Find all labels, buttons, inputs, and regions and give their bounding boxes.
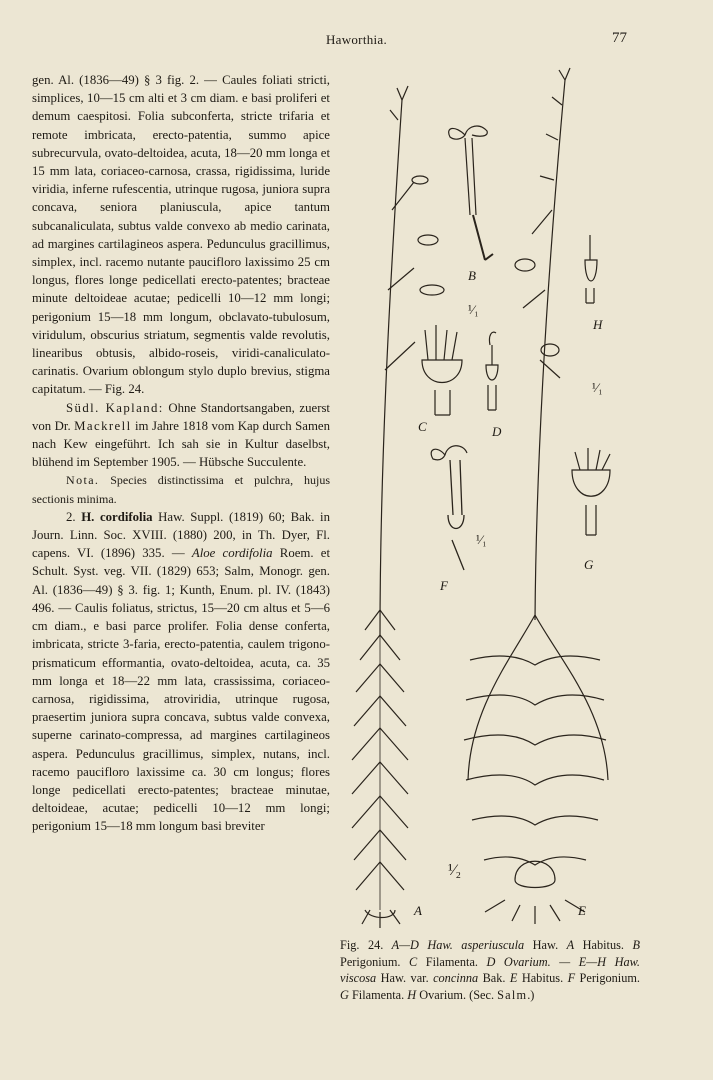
distribution-text-end: im Jahre 1818 vom Kap durch Samen nach Kew eingeführt. Ich sah sie in Kultur daselbst, blühend im September 1905. — Hübsche Succulente. [32,418,330,470]
caption-taxon-1: Haw. asperiuscula [427,938,525,952]
species-description: Roem. et Schult. Syst. veg. VII. (1829) 653; Salm, Monogr. gen. Al. (1836—49) § 3. fig. 1; Kunth, Enum. pl. IV. (1843) 496. — Caulis foliatus, strictus, 15—20 cm altus et 5—6 cm diam., e basi parce prolifer. Folia dense conferta, imbricata, stricte 3-faria, erecto-patentia, caulem trigono-prismaticum efformantia, ovato-deltoidea, acuta, ca. 35 mm longa et 18—22 mm lata, crassissima, coriaceo-carnosa, rigidissima, atroviridia, utrinque rugosa, praesertim juniora supra concava, subtus valde convexa, superne carinato-compressa, ad margines cartilagineos aspera. Pedunculus gracillimus, simplex, nutans, incl. racemo paucifloro laxissime ca. 30 cm longus; flores longe pedicellati erecto-patentes; bracteae minutae, deltoideae, acutae; pedicelli 10—12 mm longi; perigonium 15—18 mm longum basi breviter [32,546,330,834]
note-label: Nota. [66,473,100,488]
caption-part: Habitus. [517,971,568,985]
caption-part: A—D [383,938,428,952]
caption-part: Filamenta. [348,987,408,1002]
caption-part: H [407,987,417,1002]
caption-part: F [567,971,576,985]
caption-fig-number: Fig. 24. [340,938,384,952]
caption-part: Bak. [478,971,510,985]
paragraph-note [32,471,330,507]
person-name: Mackrell [74,418,132,433]
rosette-a [352,610,408,928]
rosette-e [464,615,608,924]
detail-h-ovary [585,235,597,303]
caption-part: Haw. [524,938,567,952]
caption-part: B [632,938,640,952]
paragraph-species-2 [32,508,330,836]
species-number: 2. [66,509,82,524]
caption-variety: concinna [433,971,479,985]
caption-part: D [486,954,496,969]
detail-f-perigonium [431,446,467,570]
caption-part: Habitus. [574,938,633,952]
species-citation: Haw. Suppl. (1819) 60; Bak. in Journ. Linn. Soc. XVIII. (1880) 200, in Th. Dyer, Fl. capens. VI. (1896) 335. — [32,509,330,561]
detail-b-flower [449,126,493,260]
caption-part: Ovarium. (Sec. [416,987,498,1002]
caption-part: C [409,954,418,969]
detail-g-filaments [572,448,610,535]
label-c: C [418,419,427,434]
scale-f: ¹⁄₁ [476,532,487,547]
stem-a [380,100,402,635]
caption-part: Perigonium. [340,954,409,969]
label-d: D [492,424,502,439]
label-h: H [593,317,603,332]
synonym-name: Aloe cordifolia [191,546,273,561]
caption-part: Haw. var. [376,971,434,985]
figure-caption [340,937,640,1003]
caption-part: G [340,987,349,1002]
label-g: G [584,557,594,572]
running-header: Haworthia. [325,32,388,47]
label-b: B [468,268,476,283]
label-f: F [440,578,448,593]
caption-part: E [509,971,518,985]
plant-illustration [340,60,710,940]
detail-c-filaments [422,325,462,415]
label-a: A [414,903,422,918]
distribution-text: Ohne Standortsangaben, zuerst von Dr. [32,400,330,433]
region-label: Südl. Kapland: [66,400,164,415]
label-e: E [578,903,586,918]
stem-e [535,80,565,620]
caption-author: Salm [497,987,528,1002]
genus-abbrev: H. [81,509,95,524]
botanical-figure [340,60,710,940]
scale-half: ¹⁄₂ [448,862,462,879]
detail-d-ovary [486,332,498,410]
caption-taxon-2: Haw. viscosa [340,954,640,985]
scale-h: ¹⁄₁ [592,380,603,395]
caption-part: A [566,938,575,952]
page-number: 77 [612,30,627,46]
body-text-column [32,71,330,836]
paragraph-distribution [32,399,330,472]
paragraph-description-1: gen. Al. (1836—49) § 3 fig. 2. — Caules foliati stricti, simplices, 10—15 cm alti et 3 cm diam. e basi proliferi et demum caespitosi. Folia subconferta, stricte trifaria et remote imbricata, erecto-patentia, summo apice subrecurvula, ovato-deltoidea, acuta, 18—20 mm longa et 15 mm lata, coriaceo-carnosa, crassa, rigidissima, luride viridia, inferne rufescentia, utrinque rugosa, juniora supra concava, seniora planiuscula, apice tantum subcanaliculata, subtus valde convexo ab medio carinata, ad margines cartilagineos aspera. Pedunculus gracillimus, simplex, incl. racemo nutante paucifloro laxissimo 25 cm longus, flores longe pedicellati erecto-patentes; bracteae minute deltoideae acutae; pedicelli 10—12 mm longi; perigonium 15—18 mm longum, obclavato-tubulosum, viridulum, obscurius striatum, segmentis valde revolutis, linearibus obtusis, albido-roseis, viridi-canaliculato-carinatis. Ovarium oblongum stylo duplo brevius, stigma capitatum. — Fig. 24. [32,73,330,397]
caption-part: .) [527,987,535,1002]
note-text: Species distinctissima et pulchra, hujus sectionis minima. [32,473,330,506]
caption-part: Perigonium. [575,971,640,985]
caption-part: Filamenta. [417,954,487,969]
scale-b: ¹⁄₁ [468,302,479,317]
caption-part: Ovarium. — E—H [495,954,615,969]
species-name: cordifolia [94,509,153,524]
